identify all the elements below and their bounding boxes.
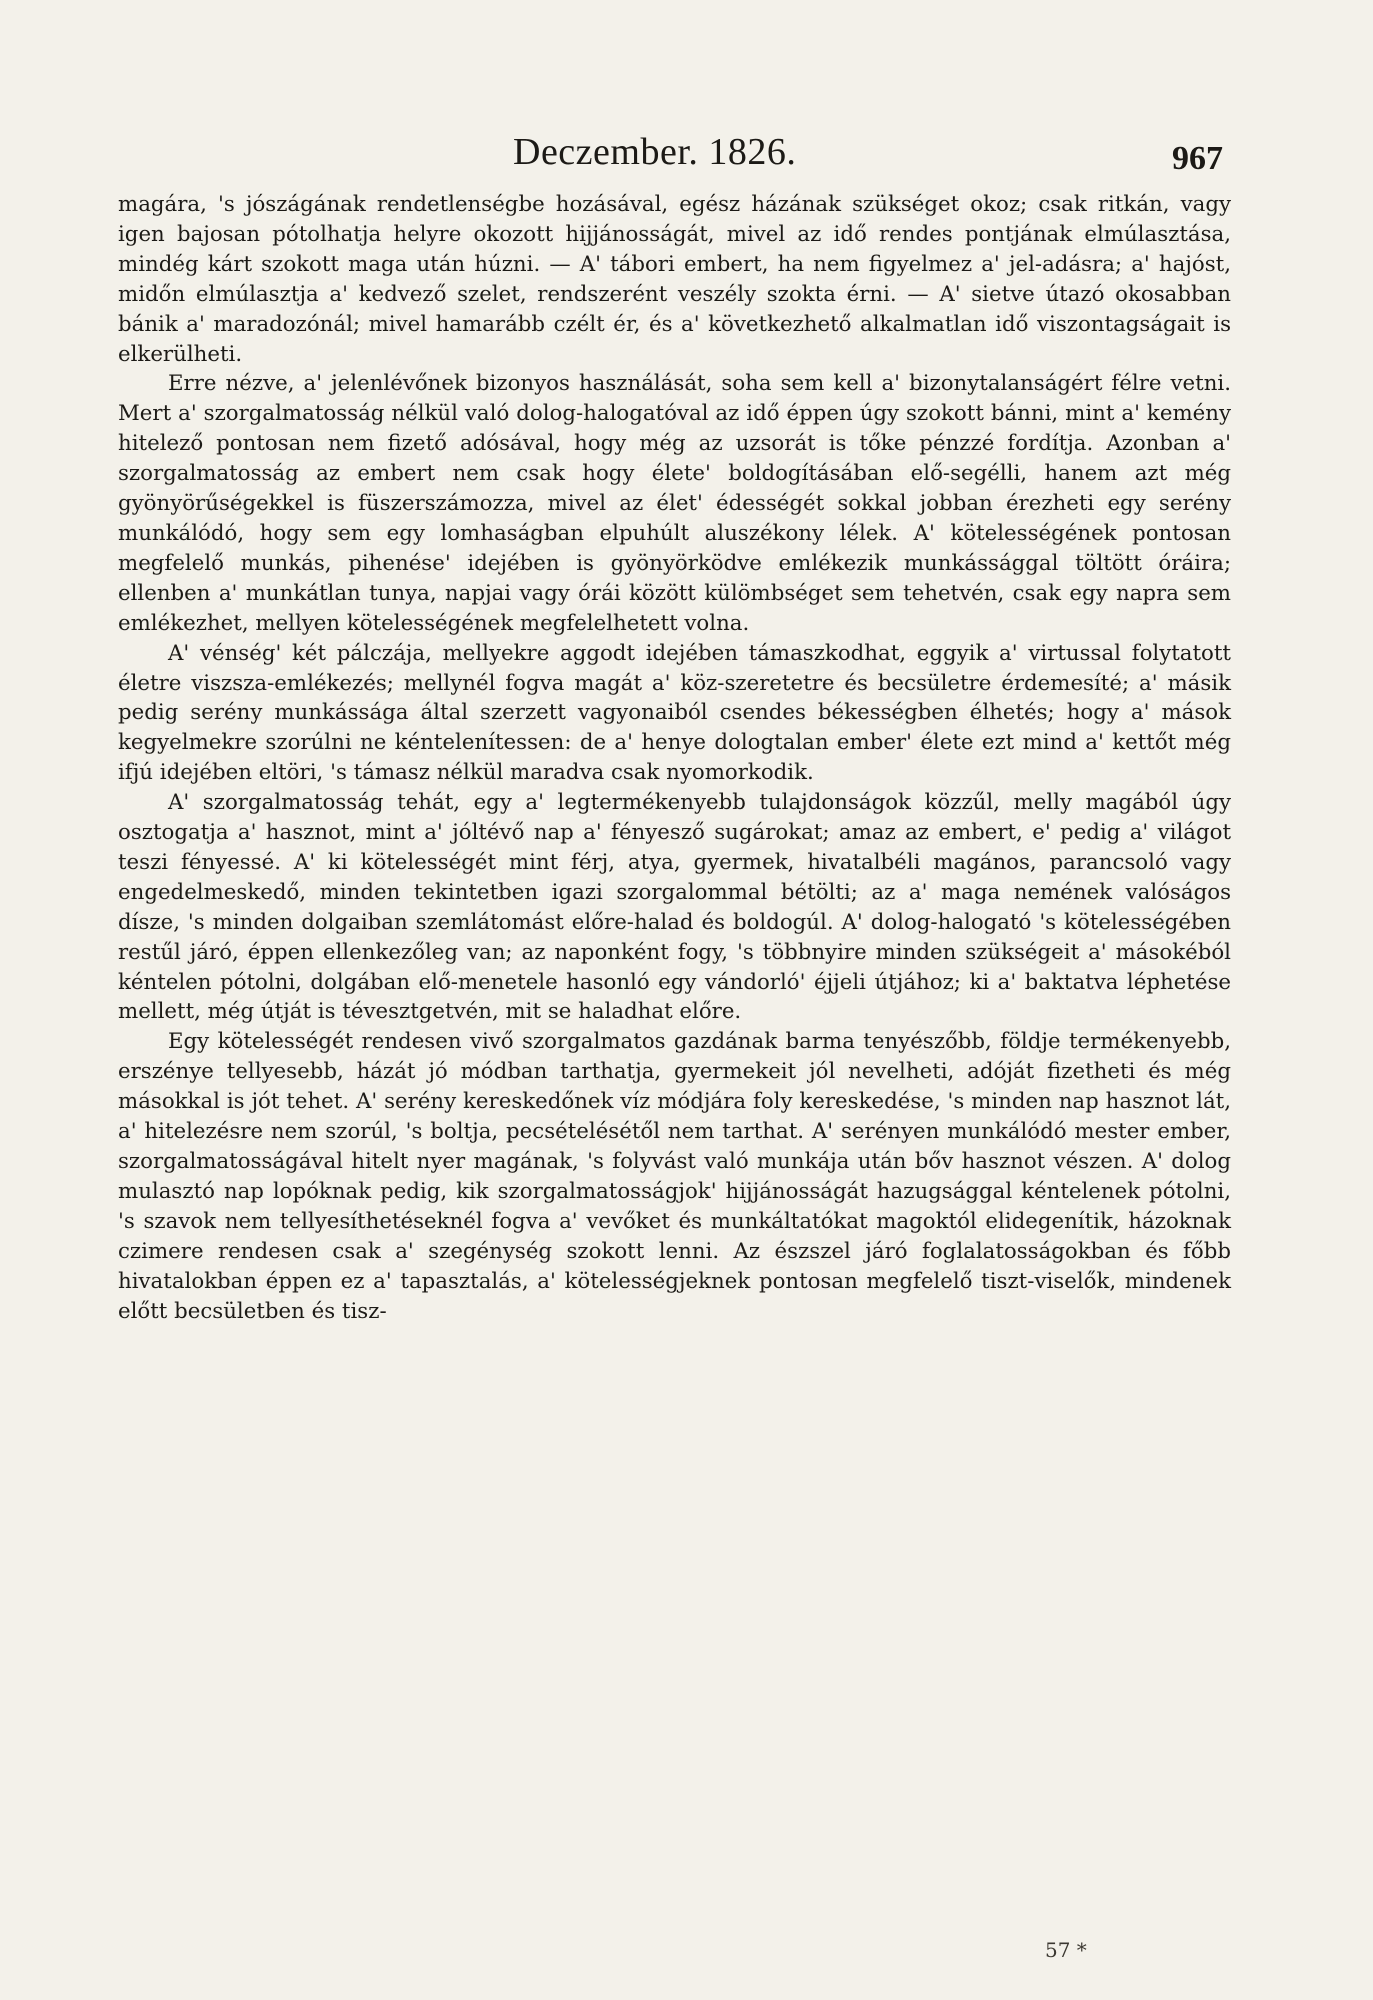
paragraph: Erre nézve, a' jelenlévőnek bizonyos használását, soha sem kell a' bizonytalanságért félre vetni. Mert a' szorgalmatosság nélkül való dolog-halogatóval az idő éppen úgy szokott bánni, mint a' kemény hitelező pontosan nem fizető adósával, hogy még az uzsorát is tőke pénzzé fordítja. Azonban a' szorgalmatosság az embert nem csak hogy élete' boldogításában elő-segélli, hanem azt még gyönyörűségekkel is füszerszámozza, mivel az élet' édességét sokkal jobban érezheti egy serény munkálódó, hogy sem egy lomhaságban elpuhúlt aluszékony lélek. A' kötelességének pontosan megfelelő munkás, pihenése' idejében is gyönyörködve emlékezik munkássággal töltött óráira; ellenben a' munkátlan tunya, napjai vagy órái között külömbséget sem tehetvén, csak egy napra sem emlékezhet, mellyen kötelességének megfelelhetett volna. <box>118 371 1231 636</box>
paragraph: A' vénség' két pálczája, mellyekre aggodt idejében támaszkodhat, eggyik a' virtussal folytatott életre viszsza-emlékezés; mellynél fogva magát a' köz-szeretetre és becsületre érdemesíté; a' másik pedig serény munkássága által szerzett vagyonaiból csendes békességben élhetés; hogy a' mások kegyelmekre szorúlni ne kéntelenítessen: de a' henye dologtalan ember' élete ezt mind a' kettőt még ifjú idejében eltöri, 's támasz nélkül maradva csak nyomorkodik. <box>118 640 1231 786</box>
paragraph: magára, 's jószágának rendetlenségbe hozásával, egész házának szükséget okoz; csak ritkán, vagy igen bajosan pótolhatja helyre okozott hijjánosságát, mivel az idő rendes pontjának elmúlasztása, mindég kárt szokott maga után húzni. — A' tábori embert, ha nem figyelmez a' jel-adásra; a' hajóst, midőn elmúlasztja a' kedvező szelet, rendszerént veszély szokta érni. — A' sietve útazó okosabban bánik a' maradozónál; mivel hamarább czélt ér, és a' következhető alkalmatlan idő viszontagságait is elkerülheti. <box>118 192 1231 367</box>
page-number: 967 <box>1172 140 1223 177</box>
page-title: Deczember. 1826. <box>513 131 797 173</box>
paragraph: A' szorgalmatosság tehát, egy a' legtermékenyebb tulajdonságok közzűl, melly magából úgy osztogatja a' hasznot, mint a' jóltévő nap a' fényesző sugárokat; amaz az embert, e' pedig a' világot teszi fényessé. A' ki kötelességét mint férj, atya, gyermek, hivatalbéli magános, parancsoló vagy engedelmeskedő, minden tekintetben igazi szorgalommal bétölti; az a' maga nemének valóságos dísze, 's minden dolgaiban szemlátomást előre-halad és boldogúl. A' dolog-halogató 's kötelességében restűl járó, éppen ellenkezőleg van; az naponként fogy, 's többnyire minden szükségeit a' másokéból kéntelen pótolni, dolgában elő-menetele hasonló egy vándorló' éjjeli útjához; ki a' baktatva léphetése mellett, még útját is tévesztgetvén, mit se haladhat előre. <box>118 790 1231 1025</box>
page-header <box>118 118 1231 190</box>
body-text <box>118 190 1231 1326</box>
signature-mark: 57 * <box>1045 1938 1087 1962</box>
paragraph: Egy kötelességét rendesen vivő szorgalmatos gazdának barma tenyészőbb, földje termékenyebb, erszénye tellyesebb, házát jó módban tarthatja, gyermekeit jól nevelheti, adóját fizetheti és még másokkal is jót tehet. A' serény kereskedőnek víz módjára foly kereskedése, 's minden nap hasznot lát, a' hitelezésre nem szorúl, 's boltja, pecsételésétől nem tarthat. A' serényen munkálódó mester ember, szorgalmatosságával hitelt nyer magának, 's folyvást való munkája után bőv hasznot vészen. A' dolog mulasztó nap lopóknak pedig, kik szorgalmatosságjok' hijjánosságát hazugsággal kéntelenek pótolni, 's szavok nem tellyesíthetéseknél fogva a' vevőket és munkáltatókat magoktól elidegenítik, házoknak czimere rendesen csak a' szegénység szokott lenni. Az észszel járó foglalatosságokban és főbb hivatalokban éppen ez a' tapasztalás, a' kötelességjeknek pontosan megfelelő tiszt-viselők, mindenek előtt becsületben és tisz- <box>118 1029 1231 1324</box>
